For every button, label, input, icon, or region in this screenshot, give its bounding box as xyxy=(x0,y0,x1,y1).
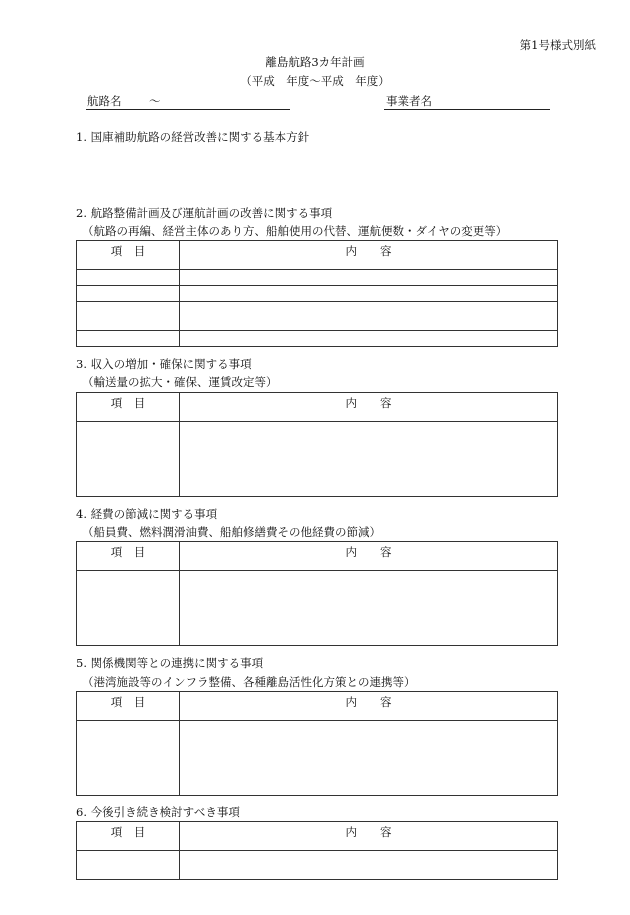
section-4-table xyxy=(76,541,558,646)
content-header: 内 容 xyxy=(180,393,558,422)
item-header: 項 目 xyxy=(77,822,180,851)
item-header: 項 目 xyxy=(77,241,180,270)
section-1-title: 1. 国庫補助航路の経営改善に関する基本方針 xyxy=(76,130,310,144)
route-name-field[interactable] xyxy=(86,109,290,110)
section-4-note: （船員費、燃料潤滑油費、船舶修繕費その他経費の節減） xyxy=(82,525,381,539)
content-cell[interactable] xyxy=(180,331,558,347)
content-cell[interactable] xyxy=(180,302,558,331)
section-5-table xyxy=(76,691,558,796)
section-2-note: （航路の再編、経営主体のあり方、船舶使用の代替、運航便数・ダイヤの変更等） xyxy=(82,224,508,238)
content-cell[interactable] xyxy=(180,851,558,880)
section-3-title: 3. 収入の増加・確保に関する事項 xyxy=(76,357,252,371)
item-header: 項 目 xyxy=(77,692,180,721)
route-name-label: 航路名 xyxy=(87,94,122,108)
content-cell[interactable] xyxy=(180,422,558,497)
item-header: 項 目 xyxy=(77,542,180,571)
content-cell[interactable] xyxy=(180,721,558,796)
operator-name-field[interactable] xyxy=(384,109,550,110)
operator-label: 事業者名 xyxy=(386,94,432,108)
item-cell[interactable] xyxy=(77,270,180,286)
item-header: 項 目 xyxy=(77,393,180,422)
route-tilde: ～ xyxy=(149,94,161,108)
section-5-note: （港湾施設等のインフラ整備、各種離島活性化方策との連携等） xyxy=(82,675,416,689)
document-period: （平成 年度～平成 年度） xyxy=(240,74,390,88)
item-cell[interactable] xyxy=(77,571,180,646)
content-header: 内 容 xyxy=(180,241,558,270)
content-cell[interactable] xyxy=(180,286,558,302)
section-6-table xyxy=(76,821,558,880)
item-cell[interactable] xyxy=(77,422,180,497)
content-cell[interactable] xyxy=(180,270,558,286)
item-cell[interactable] xyxy=(77,721,180,796)
content-header: 内 容 xyxy=(180,542,558,571)
section-5-title: 5. 関係機関等との連携に関する事項 xyxy=(76,656,264,670)
item-cell[interactable] xyxy=(77,331,180,347)
section-6-title: 6. 今後引き続き検討すべき事項 xyxy=(76,805,240,819)
item-cell[interactable] xyxy=(77,302,180,331)
section-2-title: 2. 航路整備計画及び運航計画の改善に関する事項 xyxy=(76,206,333,220)
section-2-table xyxy=(76,240,558,347)
form-number: 第1号様式別紙 xyxy=(519,38,596,52)
item-cell[interactable] xyxy=(77,286,180,302)
section-3-table xyxy=(76,392,558,497)
section-3-note: （輸送量の拡大・確保、運賃改定等） xyxy=(82,375,278,389)
content-header: 内 容 xyxy=(180,692,558,721)
item-cell[interactable] xyxy=(77,851,180,880)
section-4-title: 4. 経費の節減に関する事項 xyxy=(76,507,218,521)
document-title: 離島航路3カ年計画 xyxy=(265,55,365,69)
content-header: 内 容 xyxy=(180,822,558,851)
content-cell[interactable] xyxy=(180,571,558,646)
